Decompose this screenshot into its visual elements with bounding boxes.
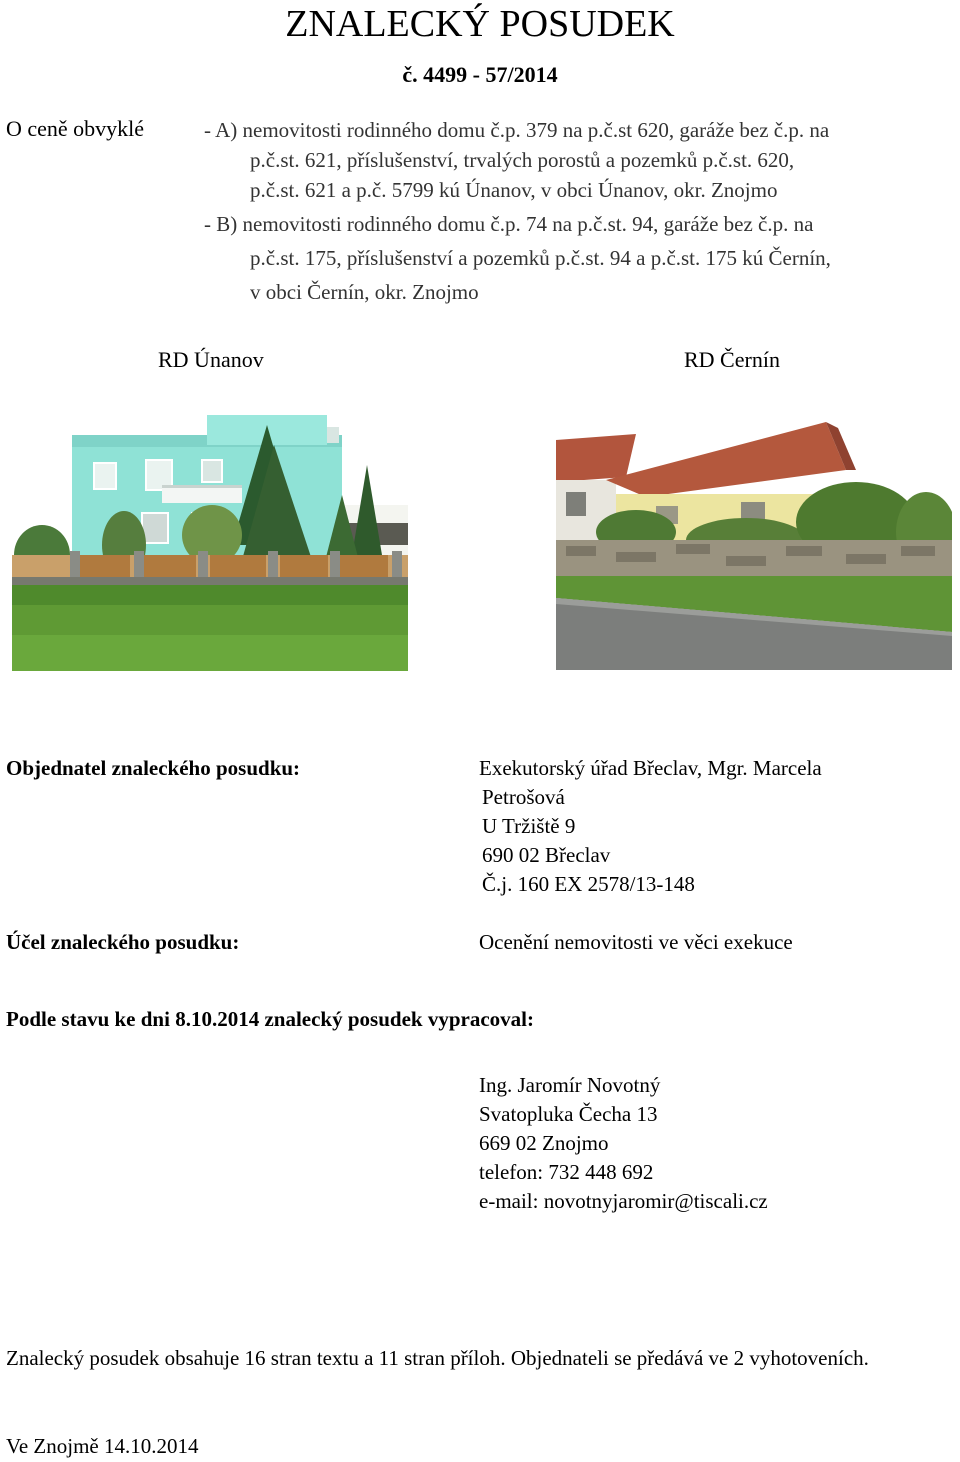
prepared-label: Podle stavu ke dni 8.10.2014 znalecký posudek vypracoval:: [6, 1007, 534, 1031]
place-date: Ve Znojmě 14.10.2014: [6, 1434, 199, 1458]
subject-line-1: - A) nemovitosti rodinného domu č.p. 379 na p.č.st 620, garáže bez č.p. na: [204, 118, 830, 142]
client-line-2: Petrošová: [482, 785, 565, 809]
expert-email: e-mail: novotnyjaromir@tiscali.cz: [479, 1189, 768, 1213]
purpose-label: Účel znaleckého posudku:: [6, 930, 240, 954]
client-line-5: Č.j. 160 EX 2578/13-148: [482, 872, 695, 896]
photo-rd-unanov: [12, 405, 408, 671]
purpose-value: Ocenění nemovitosti ve věci exekuce: [479, 930, 793, 954]
photo-rd-cernin: [556, 422, 952, 670]
client-label: Objednatel znaleckého posudku:: [6, 756, 301, 780]
photo-caption-unanov: RD Únanov: [158, 347, 264, 372]
subject-line-4: - B) nemovitosti rodinného domu č.p. 74 na p.č.st. 94, garáže bez č.p. na: [204, 212, 814, 236]
expert-city: 669 02 Znojmo: [479, 1131, 609, 1155]
subject-line-2: p.č.st. 621, příslušenství, trvalých porostů a pozemků p.č.st. 620,: [250, 148, 795, 172]
document-number: č. 4499 - 57/2014: [402, 62, 558, 87]
subject-line-3: p.č.st. 621 a p.č. 5799 kú Únanov, v obci Únanov, okr. Znojmo: [250, 178, 778, 202]
expert-street: Svatopluka Čecha 13: [479, 1102, 658, 1126]
photo-caption-cernin: RD Černín: [684, 347, 780, 372]
page-count-note: Znalecký posudek obsahuje 16 stran textu a 11 stran příloh. Objednateli se předává ve 2 vyhotoveních.: [6, 1346, 869, 1370]
subject-label: O ceně obvyklé: [6, 116, 145, 141]
client-line-1: Exekutorský úřad Břeclav, Mgr. Marcela: [479, 756, 822, 780]
client-line-4: 690 02 Břeclav: [482, 843, 611, 867]
document-title: ZNALECKÝ POSUDEK: [285, 3, 675, 45]
subject-line-6: v obci Černín, okr. Znojmo: [250, 280, 479, 304]
expert-phone: telefon: 732 448 692: [479, 1160, 654, 1184]
subject-line-5: p.č.st. 175, příslušenství a pozemků p.č.st. 94 a p.č.st. 175 kú Černín,: [250, 246, 831, 270]
expert-name: Ing. Jaromír Novotný: [479, 1073, 661, 1097]
client-line-3: U Tržiště 9: [482, 814, 576, 838]
